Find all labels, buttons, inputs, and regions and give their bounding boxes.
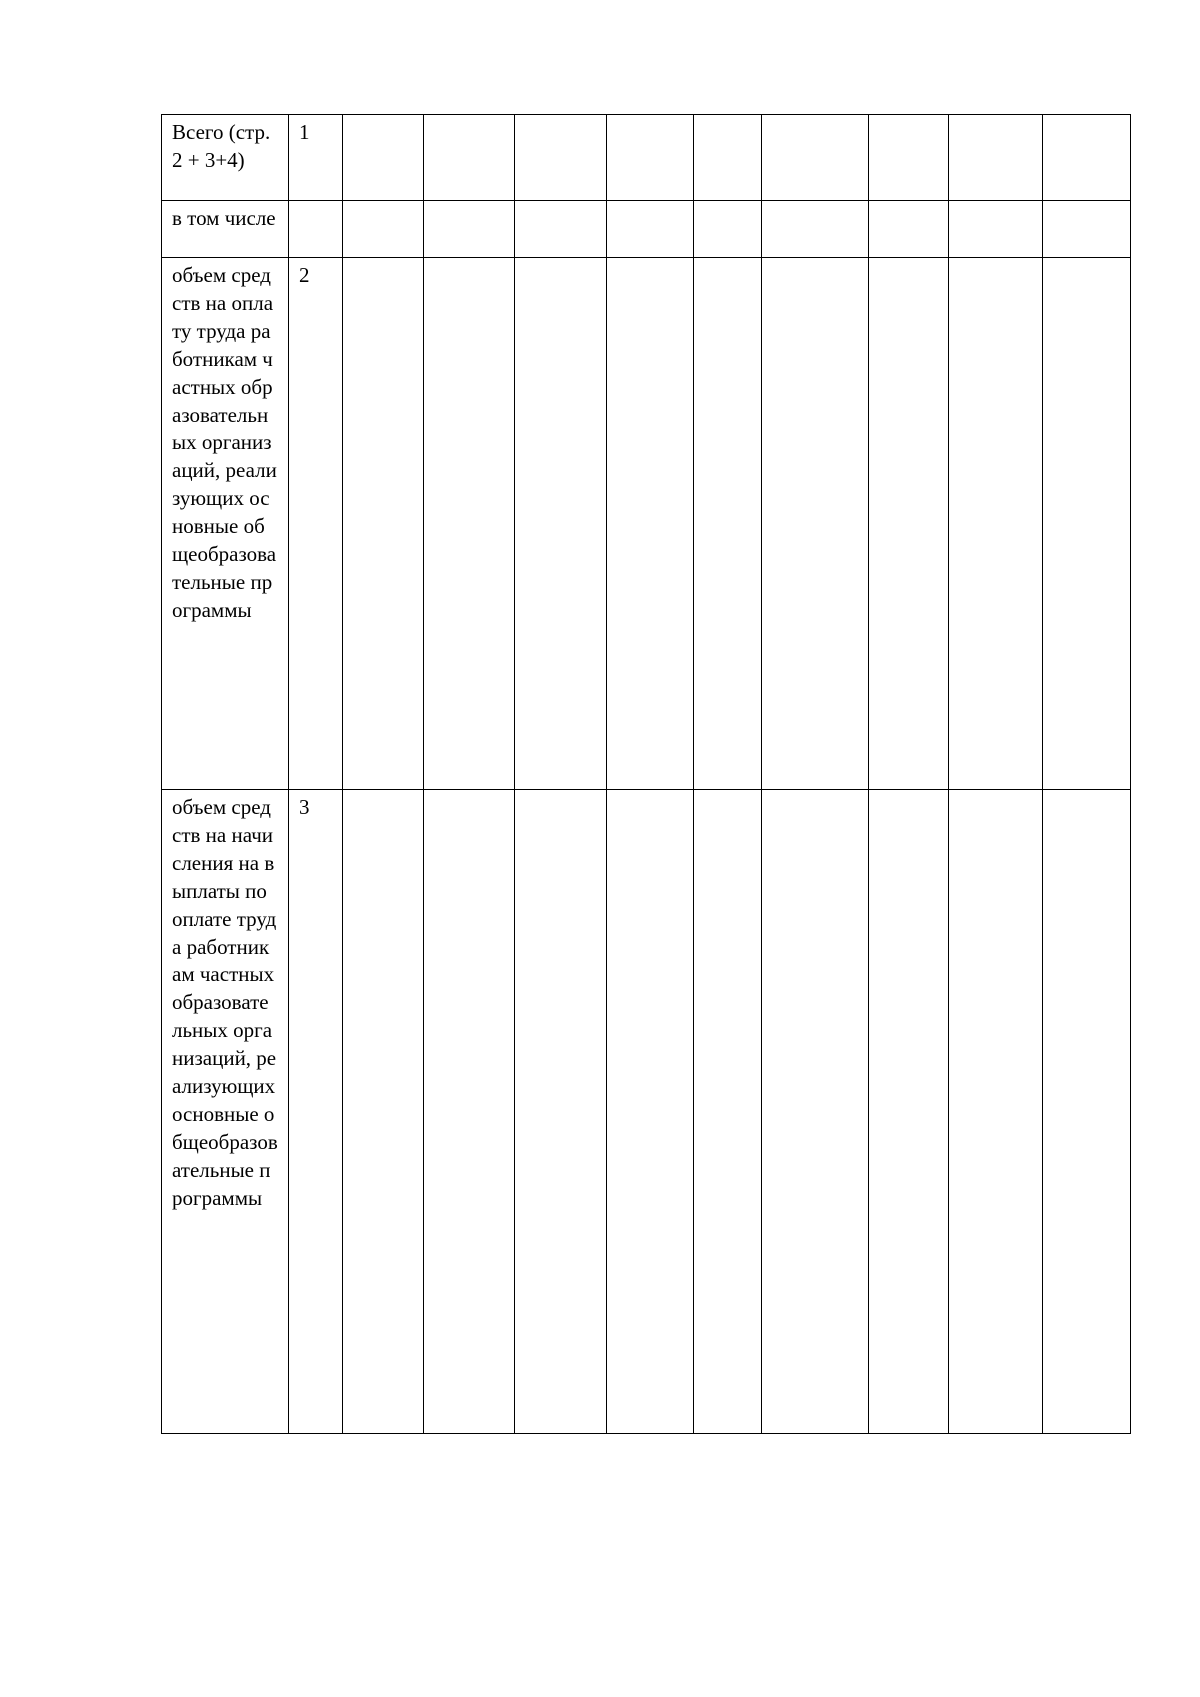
empty-cell (949, 258, 1043, 790)
row-number (289, 201, 343, 258)
empty-cell (762, 201, 869, 258)
empty-cell (694, 258, 762, 790)
empty-cell (424, 258, 515, 790)
row-number: 1 (289, 115, 343, 201)
empty-cell (515, 115, 607, 201)
empty-cell (515, 790, 607, 1434)
empty-cell (762, 115, 869, 201)
empty-cell (1043, 258, 1131, 790)
empty-cell (949, 115, 1043, 201)
empty-cell (869, 258, 949, 790)
empty-cell (607, 201, 694, 258)
empty-cell (694, 790, 762, 1434)
empty-cell (515, 201, 607, 258)
empty-cell (1043, 790, 1131, 1434)
empty-cell (1043, 115, 1131, 201)
empty-cell (762, 258, 869, 790)
table-row (162, 115, 1131, 201)
empty-cell (424, 201, 515, 258)
empty-cell (424, 115, 515, 201)
row-label: Всего (стр. 2 + 3+4) (162, 115, 289, 201)
empty-cell (343, 258, 424, 790)
data-table (161, 114, 1131, 1434)
empty-cell (949, 201, 1043, 258)
empty-cell (424, 790, 515, 1434)
empty-cell (949, 790, 1043, 1434)
empty-cell (607, 790, 694, 1434)
empty-cell (869, 790, 949, 1434)
empty-cell (515, 258, 607, 790)
empty-cell (869, 115, 949, 201)
empty-cell (869, 201, 949, 258)
row-label: объем средств на начисления на выплаты по оплате труда работникам частных образовательных организаций, реализующих основные общеобразовательные программы (162, 790, 289, 1434)
empty-cell (343, 115, 424, 201)
table-row (162, 790, 1131, 1434)
row-label: в том числе (162, 201, 289, 258)
empty-cell (607, 258, 694, 790)
row-number: 3 (289, 790, 343, 1434)
empty-cell (1043, 201, 1131, 258)
row-number: 2 (289, 258, 343, 790)
row-label: объем средств на оплату труда работникам частных образовательных организаций, реализующих основные общеобразовательные программы (162, 258, 289, 790)
empty-cell (762, 790, 869, 1434)
empty-cell (694, 115, 762, 201)
empty-cell (694, 201, 762, 258)
empty-cell (343, 790, 424, 1434)
table-row (162, 258, 1131, 790)
empty-cell (607, 115, 694, 201)
table-row (162, 201, 1131, 258)
empty-cell (343, 201, 424, 258)
